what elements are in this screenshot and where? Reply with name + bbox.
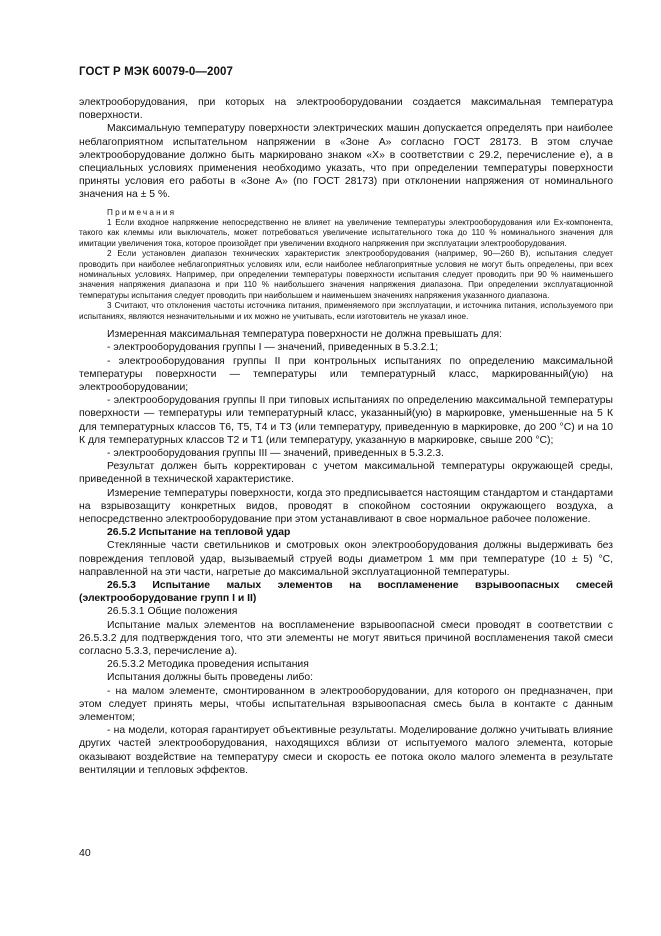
paragraph: Результат должен быть корректирован с учетом максимальной температуры окружающей среды, приведенной в технической характеристике. <box>79 461 613 486</box>
list-item: - электрооборудования группы III — значений, приведенных в 5.3.2.3. <box>107 447 444 459</box>
document-body <box>79 96 613 777</box>
document-header: ГОСТ Р МЭК 60079-0—2007 <box>79 66 233 78</box>
notes-block <box>79 208 613 322</box>
page-number: 40 <box>79 847 91 859</box>
list-item: - на малом элементе, смонтированном в электрооборудовании, для которого он предназначен, при этом следует принять меры, чтобы испытательная взрывоопасная смесь была в контакте с данным элементом; <box>79 685 613 723</box>
paragraph: Максимальную температуру поверхности электрических машин допускается определять при наиболее неблагоприятном испытательном напряжении в «Зоне А» согласно ГОСТ 28173. В этом случае электрооборудование должно быть маркировано знаком «X» в соответствии с 29.2, перечисление е), а в специальных условиях применения необходимо указать, что при определении температуры поверхности приняты условия его работы в «Зоне А» (по ГОСТ 28173) при отклонении напряжения от номинального значения на ± 5 %. <box>79 123 613 201</box>
list-item: - на модели, которая гарантирует объективные результаты. Моделирование должно учитывать влияние других частей электрооборудования, находящихся вблизи от испытуемого малого элемента, которые оказывают воздействие на температуру смеси и скорость ее потока около малого элемента в результате вентиляции и тепловых эффектов. <box>79 725 613 776</box>
note-item: 1 Если входное напряжение непосредственно не влияет на увеличение температуры электрооборудования или Ex-компонента, такого как клеммы или выключатель, может потребоваться увеличение испытательного тока до 110 % номинального значения для имитации увеличения тока, которое произойдет при увеличении входного напряжения при эксплуатации электрооборудования. <box>79 218 613 248</box>
section-heading: 26.5.2 Испытание на тепловой удар <box>107 527 291 539</box>
notes-title: Примечания <box>107 207 177 217</box>
note-item: 2 Если установлен диапазон технических характеристик электрооборудования (например, 90—260 В), испытания следует проводить при наиболее неблагоприятных условиях или, если наиболее неблагоприятные условия не могут быть определены, при всех номинальных условиях. Например, при определении температуры поверхности испытания следует проводить при 90 % наименьшего значения напряжения диапазона и при 110 % наибольшего значения напряжения диапазона. При определении эксплуатационной температуры испытания следует проводить при наибольшем и наименьшем значениях напряжения указанного диапазона. <box>79 249 613 300</box>
list-item: - электрооборудования группы I — значений, приведенных в 5.3.2.1; <box>107 342 439 354</box>
paragraph: Измерение температуры поверхности, когда это предписывается настоящим стандартом и стандартами на взрывозащиту конкретных видов, проводят в спокойном состоянии окружающего воздуха, а непосредственно электрооборудование при этом устанавливают в свое нормальное рабочее положение. <box>79 487 613 525</box>
list-item: - электрооборудования группы II при контрольных испытаниях по определению максимальной температуры поверхности — температуры или температурный класс, маркированный(ую) на электрооборудовании; <box>79 355 613 393</box>
paragraph: Испытания должны быть проведены либо: <box>107 672 313 684</box>
subsection-heading: 26.5.3.1 Общие положения <box>107 606 238 618</box>
list-item: - электрооборудования группы II при типовых испытаниях по определению максимальной температуры поверхности — температуры или температурный класс, указанный(ую) в маркировке, уменьшенные на 5 К для температурных классов Т6, Т5, Т4 и Т3 (или температуру, приведенную в маркировке, до 200 °С) и на 10 К для температурных классов Т2 и Т1 (или температуру, указанную в маркировке, свыше 200 °С); <box>79 395 613 446</box>
paragraph: Измеренная максимальная температура поверхности не должна превышать для: <box>107 329 502 341</box>
paragraph: Стеклянные части светильников и смотровых окон электрооборудования должны выдерживать без повреждения тепловой удар, вызываемый струей воды диаметром 1 мм при температуре (10 ± 5) °С, направленной на эти части, нагретые до максимальной эксплуатационной температуры. <box>79 540 613 578</box>
section-heading: 26.5.3 Испытание малых элементов на воспламенение взрывоопасных смесей (электрооборудование групп I и II) <box>79 579 613 605</box>
paragraph: Испытание малых элементов на воспламенение взрывоопасной смеси проводят в соответствии с 26.5.3.2 для подтверждения того, что эти элементы не могут явиться причиной воспламенения такой смеси согласно 5.3.3, перечисление а). <box>79 619 613 657</box>
paragraph: электрооборудования, при которых на электрооборудовании создается максимальная температура поверхности. <box>79 97 613 122</box>
note-item: 3 Считают, что отклонения частоты источника питания, применяемого при эксплуатации, и источника питания, используемого при испытаниях, являются незначительными и их можно не учитывать, если изготовитель не указал иное. <box>79 301 613 321</box>
subsection-heading: 26.5.3.2 Методика проведения испытания <box>107 659 309 671</box>
